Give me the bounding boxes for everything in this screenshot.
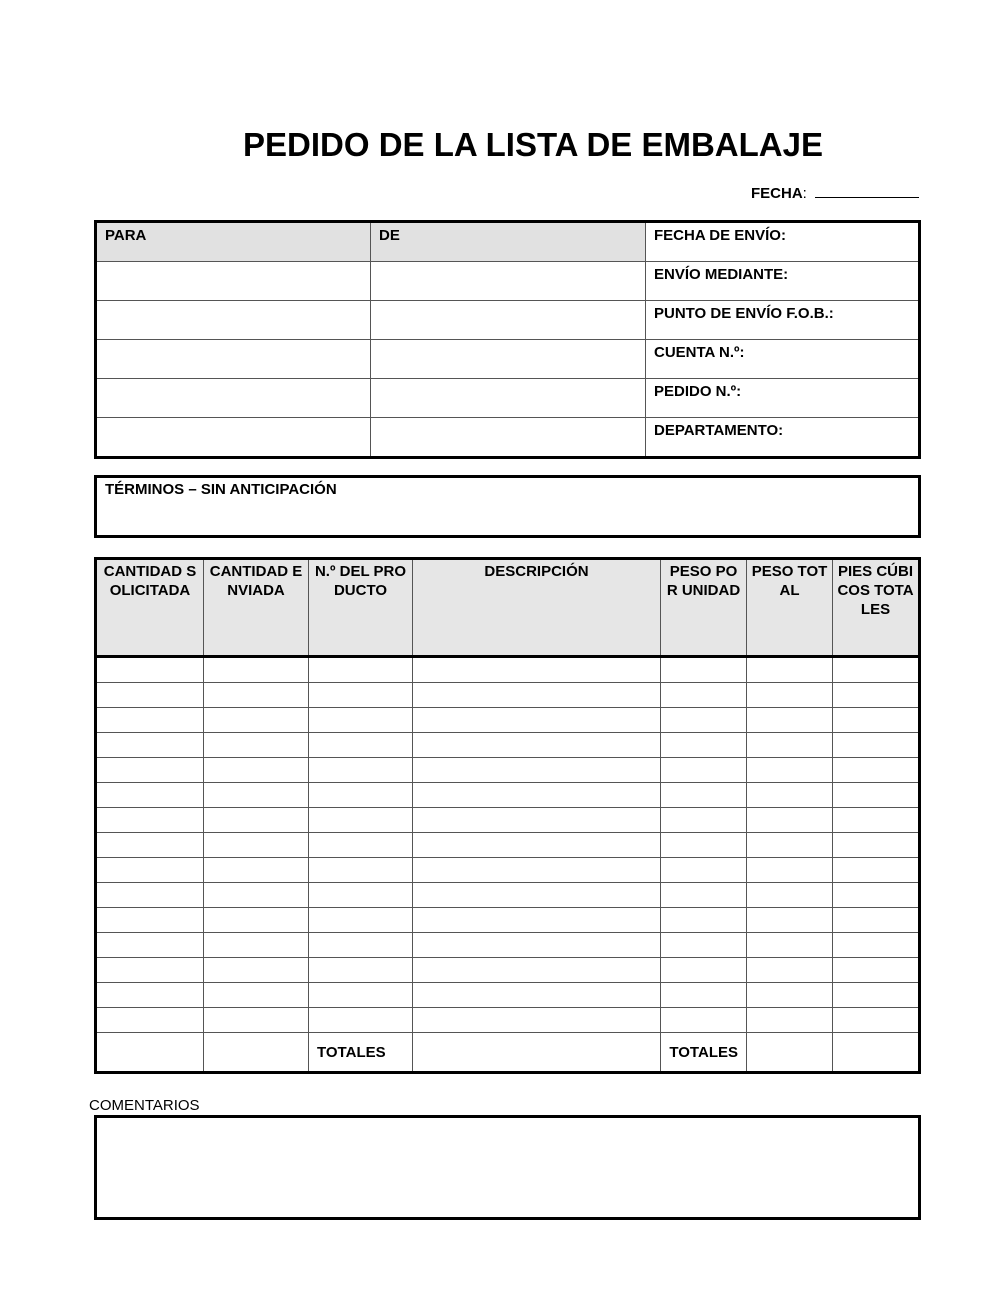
item-cell-qty-shipped[interactable]	[204, 933, 309, 958]
totals-cell-description[interactable]	[413, 1033, 661, 1073]
item-cell-product-no[interactable]	[309, 808, 413, 833]
item-cell-product-no[interactable]	[309, 783, 413, 808]
item-cell-product-no[interactable]	[309, 1008, 413, 1033]
header-qty-ordered: CANTIDAD SOLICITADA	[96, 559, 204, 657]
item-cell-product-no[interactable]	[309, 933, 413, 958]
item-cell-total-cubic-feet[interactable]	[833, 908, 920, 933]
date-input-line[interactable]	[815, 183, 919, 198]
item-cell-qty-ordered[interactable]	[96, 1008, 204, 1033]
item-cell-product-no[interactable]	[309, 983, 413, 1008]
item-cell-total-weight[interactable]	[747, 958, 833, 983]
de-line-1[interactable]	[371, 262, 646, 301]
ship-via-field[interactable]: ENVÍO MEDIANTE:	[646, 262, 920, 301]
item-cell-qty-ordered[interactable]	[96, 783, 204, 808]
totals-label-right: TOTALES	[661, 1033, 747, 1073]
item-cell-qty-ordered[interactable]	[96, 908, 204, 933]
item-cell-total-cubic-feet[interactable]	[833, 808, 920, 833]
item-cell-description[interactable]	[413, 708, 661, 733]
totals-cell-qty-shipped[interactable]	[204, 1033, 309, 1073]
header-unit-weight: PESO POR UNIDAD	[661, 559, 747, 657]
item-cell-total-cubic-feet[interactable]	[833, 858, 920, 883]
totals-cell-total-cubic-feet[interactable]	[833, 1033, 920, 1073]
item-cell-qty-ordered[interactable]	[96, 883, 204, 908]
item-cell-qty-shipped[interactable]	[204, 883, 309, 908]
item-row	[96, 657, 920, 683]
item-cell-unit-weight[interactable]	[661, 833, 747, 858]
account-no-field[interactable]: CUENTA N.º:	[646, 340, 920, 379]
item-cell-total-weight[interactable]	[747, 657, 833, 683]
item-row	[96, 1008, 920, 1033]
item-cell-qty-ordered[interactable]	[96, 758, 204, 783]
header-description: DESCRIPCIÓN	[413, 559, 661, 657]
item-cell-description[interactable]	[413, 1008, 661, 1033]
item-cell-total-cubic-feet[interactable]	[833, 933, 920, 958]
item-cell-total-cubic-feet[interactable]	[833, 758, 920, 783]
item-cell-qty-ordered[interactable]	[96, 708, 204, 733]
item-cell-qty-ordered[interactable]	[96, 858, 204, 883]
para-line-3[interactable]	[96, 340, 371, 379]
item-cell-product-no[interactable]	[309, 708, 413, 733]
ship-date-field[interactable]: FECHA DE ENVÍO:	[646, 222, 920, 262]
de-line-4[interactable]	[371, 379, 646, 418]
page-title: PEDIDO DE LA LISTA DE EMBALAJE	[243, 126, 823, 163]
header-qty-shipped: CANTIDAD ENVIADA	[204, 559, 309, 657]
item-cell-qty-shipped[interactable]	[204, 1008, 309, 1033]
item-cell-qty-ordered[interactable]	[96, 958, 204, 983]
items-body	[96, 657, 920, 1073]
item-row	[96, 708, 920, 733]
items-header-row	[96, 559, 920, 657]
item-row	[96, 733, 920, 758]
item-cell-qty-ordered[interactable]	[96, 733, 204, 758]
item-cell-total-weight[interactable]	[747, 833, 833, 858]
item-cell-qty-shipped[interactable]	[204, 808, 309, 833]
item-row	[96, 833, 920, 858]
item-cell-qty-shipped[interactable]	[204, 708, 309, 733]
item-cell-product-no[interactable]	[309, 683, 413, 708]
item-cell-description[interactable]	[413, 908, 661, 933]
terms-label: TÉRMINOS – SIN ANTICIPACIÓN	[105, 481, 337, 498]
fob-point-field[interactable]: PUNTO DE ENVÍO F.O.B.:	[646, 301, 920, 340]
item-cell-unit-weight[interactable]	[661, 657, 747, 683]
item-cell-unit-weight[interactable]	[661, 858, 747, 883]
para-header: PARA	[96, 222, 371, 262]
item-cell-total-cubic-feet[interactable]	[833, 683, 920, 708]
item-row	[96, 958, 920, 983]
item-cell-total-weight[interactable]	[747, 883, 833, 908]
item-cell-qty-shipped[interactable]	[204, 958, 309, 983]
item-cell-qty-ordered[interactable]	[96, 808, 204, 833]
item-cell-unit-weight[interactable]	[661, 758, 747, 783]
de-line-2[interactable]	[371, 301, 646, 340]
item-cell-unit-weight[interactable]	[661, 808, 747, 833]
item-row	[96, 933, 920, 958]
item-cell-total-cubic-feet[interactable]	[833, 783, 920, 808]
item-cell-total-cubic-feet[interactable]	[833, 733, 920, 758]
item-cell-total-weight[interactable]	[747, 758, 833, 783]
item-cell-qty-shipped[interactable]	[204, 733, 309, 758]
item-cell-product-no[interactable]	[309, 733, 413, 758]
shipping-info-table	[94, 220, 921, 459]
comments-label: COMENTARIOS	[89, 1097, 200, 1114]
item-cell-qty-shipped[interactable]	[204, 833, 309, 858]
item-row	[96, 683, 920, 708]
item-row	[96, 883, 920, 908]
item-cell-total-weight[interactable]	[747, 983, 833, 1008]
item-cell-product-no[interactable]	[309, 758, 413, 783]
item-cell-unit-weight[interactable]	[661, 733, 747, 758]
item-cell-total-weight[interactable]	[747, 858, 833, 883]
item-cell-total-cubic-feet[interactable]	[833, 708, 920, 733]
de-header: DE	[371, 222, 646, 262]
item-cell-qty-ordered[interactable]	[96, 933, 204, 958]
de-line-3[interactable]	[371, 340, 646, 379]
para-line-4[interactable]	[96, 379, 371, 418]
para-line-1[interactable]	[96, 262, 371, 301]
item-row	[96, 758, 920, 783]
item-cell-qty-shipped[interactable]	[204, 908, 309, 933]
item-cell-qty-shipped[interactable]	[204, 983, 309, 1008]
para-line-5[interactable]	[96, 418, 371, 458]
item-cell-unit-weight[interactable]	[661, 683, 747, 708]
date-colon: :	[802, 185, 807, 202]
department-field[interactable]: DEPARTAMENTO:	[646, 418, 920, 458]
item-cell-unit-weight[interactable]	[661, 783, 747, 808]
item-cell-description[interactable]	[413, 883, 661, 908]
item-cell-qty-shipped[interactable]	[204, 683, 309, 708]
item-cell-qty-ordered[interactable]	[96, 833, 204, 858]
totals-label-left: TOTALES	[309, 1033, 413, 1073]
item-row	[96, 783, 920, 808]
item-row	[96, 808, 920, 833]
item-cell-product-no[interactable]	[309, 958, 413, 983]
item-cell-total-cubic-feet[interactable]	[833, 883, 920, 908]
item-cell-description[interactable]	[413, 958, 661, 983]
item-cell-unit-weight[interactable]	[661, 983, 747, 1008]
item-cell-qty-ordered[interactable]	[96, 683, 204, 708]
item-cell-description[interactable]	[413, 858, 661, 883]
item-row	[96, 983, 920, 1008]
totals-row	[96, 1033, 920, 1073]
item-cell-unit-weight[interactable]	[661, 708, 747, 733]
comments-box[interactable]	[94, 1115, 921, 1220]
item-cell-qty-shipped[interactable]	[204, 858, 309, 883]
item-cell-description[interactable]	[413, 983, 661, 1008]
item-cell-product-no[interactable]	[309, 908, 413, 933]
item-cell-description[interactable]	[413, 683, 661, 708]
item-cell-unit-weight[interactable]	[661, 933, 747, 958]
item-cell-qty-ordered[interactable]	[96, 983, 204, 1008]
item-cell-description[interactable]	[413, 657, 661, 683]
item-cell-total-cubic-feet[interactable]	[833, 657, 920, 683]
item-cell-total-weight[interactable]	[747, 733, 833, 758]
item-row	[96, 858, 920, 883]
item-cell-unit-weight[interactable]	[661, 883, 747, 908]
header-total-weight: PESO TOTAL	[747, 559, 833, 657]
item-cell-total-weight[interactable]	[747, 908, 833, 933]
totals-cell-qty-ordered[interactable]	[96, 1033, 204, 1073]
item-cell-total-weight[interactable]	[747, 933, 833, 958]
item-cell-total-cubic-feet[interactable]	[833, 833, 920, 858]
item-cell-unit-weight[interactable]	[661, 1008, 747, 1033]
item-cell-qty-ordered[interactable]	[96, 657, 204, 683]
item-cell-product-no[interactable]	[309, 858, 413, 883]
item-row	[96, 908, 920, 933]
terms-box[interactable]	[94, 475, 921, 538]
order-no-field[interactable]: PEDIDO N.º:	[646, 379, 920, 418]
date-field	[751, 183, 919, 202]
item-cell-product-no[interactable]	[309, 883, 413, 908]
item-cell-total-weight[interactable]	[747, 708, 833, 733]
item-cell-description[interactable]	[413, 808, 661, 833]
item-cell-description[interactable]	[413, 733, 661, 758]
item-cell-unit-weight[interactable]	[661, 958, 747, 983]
item-cell-qty-shipped[interactable]	[204, 783, 309, 808]
item-cell-unit-weight[interactable]	[661, 908, 747, 933]
item-cell-total-weight[interactable]	[747, 1008, 833, 1033]
item-cell-total-cubic-feet[interactable]	[833, 983, 920, 1008]
item-cell-description[interactable]	[413, 933, 661, 958]
item-cell-product-no[interactable]	[309, 657, 413, 683]
item-cell-total-weight[interactable]	[747, 783, 833, 808]
item-cell-qty-shipped[interactable]	[204, 657, 309, 683]
totals-cell-total-weight[interactable]	[747, 1033, 833, 1073]
item-cell-total-weight[interactable]	[747, 683, 833, 708]
item-cell-qty-shipped[interactable]	[204, 758, 309, 783]
item-cell-total-cubic-feet[interactable]	[833, 1008, 920, 1033]
item-cell-product-no[interactable]	[309, 833, 413, 858]
item-cell-total-cubic-feet[interactable]	[833, 958, 920, 983]
date-label: FECHA	[750, 185, 803, 202]
header-product-no: N.º DEL PRODUCTO	[309, 559, 413, 657]
item-cell-description[interactable]	[413, 833, 661, 858]
items-table	[94, 557, 921, 1074]
item-cell-description[interactable]	[413, 783, 661, 808]
item-cell-total-weight[interactable]	[747, 808, 833, 833]
de-line-5[interactable]	[371, 418, 646, 458]
item-cell-description[interactable]	[413, 758, 661, 783]
para-line-2[interactable]	[96, 301, 371, 340]
header-total-cubic-feet: PIES CÚBICOS TOTALES	[833, 559, 920, 657]
